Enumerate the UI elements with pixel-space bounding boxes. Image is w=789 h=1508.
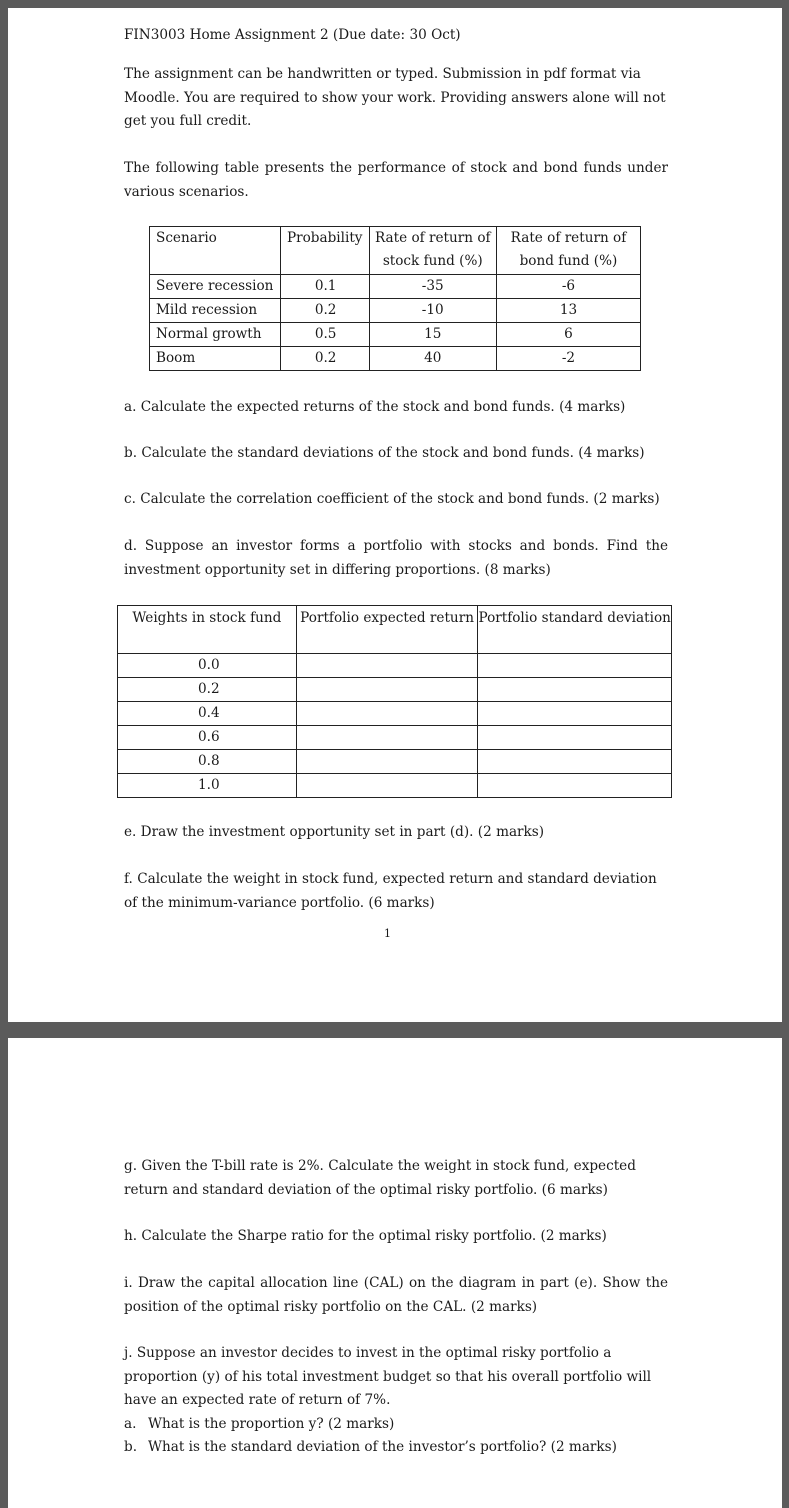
part-b-label: b. bbox=[124, 1439, 138, 1455]
bond-return-cell: -6 bbox=[496, 275, 640, 299]
scenario-table bbox=[149, 226, 641, 371]
probability-cell: 0.2 bbox=[280, 299, 369, 323]
expected-return-cell bbox=[296, 702, 478, 726]
table-row bbox=[150, 347, 641, 371]
expected-return-cell bbox=[296, 774, 478, 798]
stock-return-cell: 15 bbox=[369, 323, 496, 347]
standard-deviation-cell bbox=[478, 654, 672, 678]
question-f: f. Calculate the weight in stock fund, expected return and standard deviation of the minimum-variance portfolio. (6 marks) bbox=[124, 871, 657, 911]
question-b: b. Calculate the standard deviations of the stock and bond funds. (4 marks) bbox=[124, 445, 645, 461]
part-b-text: What is the standard deviation of the investor’s portfolio? (2 marks) bbox=[148, 1439, 617, 1455]
header-scenario: Scenario bbox=[150, 227, 281, 275]
question-a: a. Calculate the expected returns of the stock and bond funds. (4 marks) bbox=[124, 399, 626, 415]
weight-cell: 0.4 bbox=[118, 702, 297, 726]
page-2 bbox=[8, 1038, 782, 1508]
scenario-cell: Severe recession bbox=[150, 275, 281, 299]
scenario-cell: Normal growth bbox=[150, 323, 281, 347]
table-row bbox=[118, 702, 672, 726]
probability-cell: 0.5 bbox=[280, 323, 369, 347]
table-row bbox=[118, 774, 672, 798]
header-weights: Weights in stock fund bbox=[118, 606, 297, 654]
document-title: FIN3003 Home Assignment 2 (Due date: 30 Oct) bbox=[124, 27, 461, 43]
bond-return-cell: 13 bbox=[496, 299, 640, 323]
standard-deviation-cell bbox=[478, 678, 672, 702]
question-c: c. Calculate the correlation coefficient of the stock and bond funds. (2 marks) bbox=[124, 491, 660, 507]
question-j bbox=[124, 1342, 668, 1460]
part-a-label: a. bbox=[124, 1415, 137, 1432]
table-header-row bbox=[150, 227, 641, 275]
table-row bbox=[150, 275, 641, 299]
question-j-part-a bbox=[124, 1413, 668, 1437]
standard-deviation-cell bbox=[478, 726, 672, 750]
intro-paragraph: The assignment can be handwritten or typed. Submission in pdf format via Moodle. You are required to show your work. Providing answers alone will not get you full credit. bbox=[124, 66, 666, 129]
expected-return-cell bbox=[296, 726, 478, 750]
weights-table bbox=[117, 605, 672, 798]
standard-deviation-cell bbox=[478, 750, 672, 774]
table-row bbox=[118, 750, 672, 774]
table-intro: The following table presents the performance of stock and bond funds under various scenarios. bbox=[124, 160, 668, 200]
page-1 bbox=[8, 8, 782, 1022]
stock-return-cell: -35 bbox=[369, 275, 496, 299]
table-row bbox=[118, 726, 672, 750]
part-a-text: What is the proportion y? (2 marks) bbox=[148, 1415, 395, 1432]
expected-return-cell bbox=[296, 678, 478, 702]
header-expected-return: Portfolio expected return bbox=[296, 606, 478, 654]
table-row bbox=[118, 678, 672, 702]
probability-cell: 0.2 bbox=[280, 347, 369, 371]
question-h: h. Calculate the Sharpe ratio for the optimal risky portfolio. (2 marks) bbox=[124, 1228, 607, 1244]
weight-cell: 0.2 bbox=[118, 678, 297, 702]
table-row bbox=[118, 654, 672, 678]
weight-cell: 0.8 bbox=[118, 750, 297, 774]
stock-return-cell: 40 bbox=[369, 347, 496, 371]
question-e: e. Draw the investment opportunity set in part (d). (2 marks) bbox=[124, 824, 545, 840]
table-row bbox=[150, 323, 641, 347]
bond-return-cell: -2 bbox=[496, 347, 640, 371]
table-row bbox=[150, 299, 641, 323]
question-g: g. Given the T-bill rate is 2%. Calculate the weight in stock fund, expected return and standard deviation of the optimal risky portfolio. (6 marks) bbox=[124, 1158, 636, 1198]
scenario-cell: Boom bbox=[150, 347, 281, 371]
header-bond-return: Rate of return of bond fund (%) bbox=[496, 227, 640, 275]
page-number: 1 bbox=[384, 927, 391, 940]
question-j-text: j. Suppose an investor decides to invest in the optimal risky portfolio a proportion (y) of his total investment budget so that his overall portfolio will have an expected rate of return of 7%. bbox=[124, 1345, 652, 1408]
expected-return-cell bbox=[296, 654, 478, 678]
weight-cell: 1.0 bbox=[118, 774, 297, 798]
standard-deviation-cell bbox=[478, 774, 672, 798]
header-stock-return: Rate of return of stock fund (%) bbox=[369, 227, 496, 275]
bond-return-cell: 6 bbox=[496, 323, 640, 347]
table-header-row bbox=[118, 606, 672, 654]
expected-return-cell bbox=[296, 750, 478, 774]
weight-cell: 0.0 bbox=[118, 654, 297, 678]
header-probability: Probability bbox=[280, 227, 369, 275]
weight-cell: 0.6 bbox=[118, 726, 297, 750]
question-d: d. Suppose an investor forms a portfolio with stocks and bonds. Find the investment opportunity set in differing proportions. (8 marks) bbox=[124, 538, 668, 578]
header-standard-deviation: Portfolio standard deviation bbox=[478, 606, 672, 654]
question-i: i. Draw the capital allocation line (CAL) on the diagram in part (e). Show the position of the optimal risky portfolio on the CAL. (2 marks) bbox=[124, 1275, 668, 1315]
stock-return-cell: -10 bbox=[369, 299, 496, 323]
scenario-cell: Mild recession bbox=[150, 299, 281, 323]
question-j-part-b bbox=[124, 1436, 668, 1460]
probability-cell: 0.1 bbox=[280, 275, 369, 299]
standard-deviation-cell bbox=[478, 702, 672, 726]
